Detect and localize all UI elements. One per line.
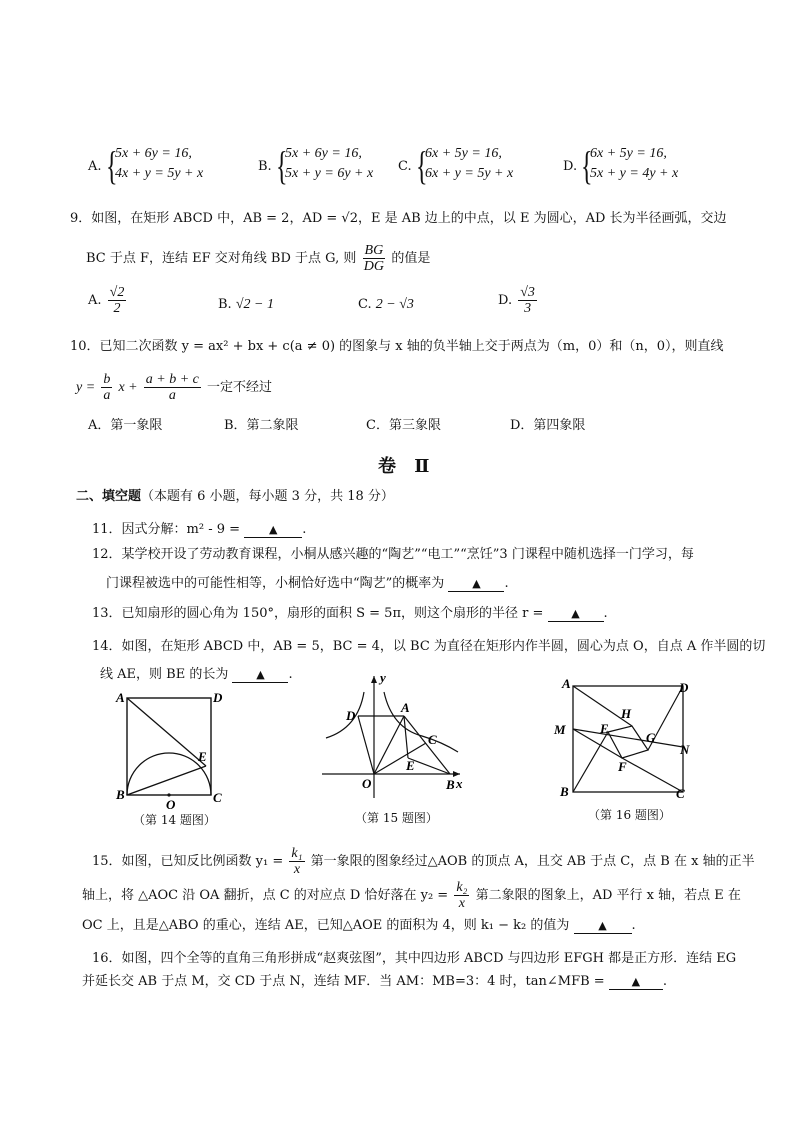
q14-line1: 14．如图，在矩形 ABCD 中，AB = 5，BC = 4，以 BC 为直径在矩形内作半圆，圆心为点 O，自点 A 作半圆的切: [92, 639, 766, 654]
q10-frac2: [144, 372, 201, 403]
label-m: M: [554, 722, 566, 737]
q15-text-tail: 第二象限的图象上，AD 平行 x 轴，若点 E 在: [475, 888, 741, 903]
option-letter: B.: [258, 159, 272, 174]
q15-frac-k2: [454, 880, 469, 911]
label-c: C: [428, 732, 437, 747]
brace: {: [416, 143, 428, 188]
section-title: 卷 Ⅱ: [378, 456, 436, 477]
q13-post: .: [603, 606, 608, 621]
equation: 6x + 5y = 16,: [590, 146, 667, 161]
label-d: D: [213, 690, 223, 705]
q15-text: OC 上，且是△ABO 的重心，连结 AE，已知△AOE 的面积为 4，则 k₁ − k₂ 的值为: [82, 918, 570, 933]
option-fraction: [108, 285, 127, 316]
label-e: E: [600, 721, 609, 736]
q10-option-c: C．第三象限: [366, 418, 441, 433]
frac-den: x: [293, 862, 301, 877]
segment-be: [127, 766, 206, 795]
segment-od: [358, 716, 374, 774]
equation: 5x + 6y = 16,: [115, 146, 192, 161]
q10-option-d: D．第四象限: [510, 418, 586, 433]
q15-post: .: [631, 918, 636, 933]
q9-option-c: [358, 296, 414, 314]
label-f: F: [618, 759, 627, 774]
q10-option-a: A．第一象限: [88, 418, 163, 433]
rectangle-abcd: [127, 698, 211, 795]
q15-frac-k1: [289, 846, 304, 877]
q9-frac-num: BG: [364, 243, 384, 258]
frac-num: √3: [520, 285, 535, 300]
caption-16: （第 16 题图）: [588, 808, 671, 822]
label-b: B: [446, 777, 455, 792]
q13: [92, 605, 608, 623]
q9-option-b: [218, 296, 274, 314]
label-c: C: [676, 786, 685, 801]
label-d: D: [346, 708, 356, 723]
frac-den: a: [103, 388, 111, 403]
option-text: 2 − √3: [375, 297, 414, 312]
q11: [92, 521, 306, 539]
q14-text: 线 AE，则 BE 的长为: [100, 667, 229, 682]
q14-answer-blank[interactable]: ▲: [232, 668, 288, 683]
q10-frac1: [101, 372, 112, 403]
q12-post: .: [504, 576, 509, 591]
option-letter: C.: [398, 159, 412, 174]
label-g: G: [646, 730, 656, 745]
q16-line2: [82, 973, 667, 991]
q16-line1: 16．如图，四个全等的直角三角形拼成“赵爽弦图”，其中四边形 ABCD 与四边形 EFGH 都是正方形．连结 EG: [92, 951, 737, 966]
label-x: x: [456, 776, 463, 791]
frac-den: 3: [524, 301, 532, 316]
q15-line3: [82, 917, 636, 935]
label-n: N: [680, 742, 690, 757]
q16-answer-blank[interactable]: ▲: [609, 975, 663, 990]
frac-num: a + b + c: [145, 372, 199, 387]
label-a: A: [116, 690, 125, 705]
q16-post: .: [662, 974, 667, 989]
figure-16: [552, 674, 704, 802]
label-a: A: [562, 676, 571, 691]
label-o: O: [166, 797, 176, 810]
q10-line2: [76, 372, 272, 403]
q15-answer-blank[interactable]: ▲: [574, 919, 632, 934]
segment-ae: [404, 716, 408, 758]
frac-den: 2: [113, 301, 121, 316]
frac-num: k₂: [456, 880, 468, 895]
option-letter: D.: [563, 159, 578, 174]
frac-den: a: [168, 388, 176, 403]
figure-14: [108, 688, 228, 810]
q10-tail: 一定不经过: [207, 380, 273, 395]
q15-text-tail: 第一象限的图象经过△AOB 的顶点 A，且交 AB 于点 C，点 B 在 x 轴的正半: [310, 854, 755, 869]
q12-line2: [106, 575, 509, 593]
q15-text: 轴上，将 △AOC 沿 OA 翻折，点 C 的对应点 D 恰好落在 y₂ =: [82, 888, 449, 903]
label-c: C: [213, 790, 222, 805]
q12-text: 门课程被选中的可能性相等，小桐恰好选中“陶艺”的概率为: [106, 576, 445, 591]
q16-text: 并延长交 AB 于点 M，交 CD 于点 N，连结 MF．当 AM：MB=3：4 时，tan∠MFB =: [82, 974, 605, 989]
label-o: O: [362, 776, 372, 791]
q14-post: .: [288, 667, 293, 682]
caption-14: （第 14 题图）: [133, 813, 216, 827]
line-be: [573, 732, 608, 792]
q11-text: 11．因式分解：m² - 9 =: [92, 522, 241, 537]
q9-line2-text: BC 于点 F，连结 EF 交对角线 BD 于点 G, 则: [86, 251, 357, 266]
q9-fraction: [363, 243, 386, 274]
option-letter: B.: [218, 297, 232, 312]
q15-line2: [82, 880, 741, 911]
q9-option-d: [498, 285, 539, 316]
label-b: B: [116, 787, 125, 802]
option-fraction: [518, 285, 537, 316]
option-text: √2 − 1: [235, 297, 274, 312]
section2-heading: 二、填空题: [76, 489, 142, 504]
curve-y2: [326, 692, 364, 738]
y-axis-arrow: [371, 676, 377, 683]
q13-text: 13．已知扇形的圆心角为 150°，扇形的面积 S = 5π，则这个扇形的半径 r =: [92, 606, 544, 621]
equation: 5x + y = 4y + x: [590, 166, 679, 181]
label-b: B: [560, 784, 569, 799]
label-h: H: [621, 706, 632, 721]
q9-line2-tail: 的值是: [391, 251, 431, 266]
q10-option-b: B．第二象限: [224, 418, 299, 433]
q15-line1: [92, 846, 755, 877]
label-y: y: [380, 670, 386, 685]
label-d: D: [679, 680, 689, 695]
figure-15: [318, 670, 466, 805]
label-e: E: [406, 758, 415, 773]
line-mn: [573, 729, 683, 747]
option-letter: A.: [88, 293, 102, 308]
brace: {: [106, 143, 118, 188]
curve-y1: [384, 692, 458, 752]
q13-answer-blank[interactable]: ▲: [548, 607, 604, 622]
q10-line1: 10．已知二次函数 y = ax² + bx + c(a ≠ 0) 的图象与 x 轴的负半轴上交于两点为（m，0）和（n，0），则直线: [70, 339, 724, 354]
brace: {: [581, 143, 593, 188]
equation: 5x + y = 6y + x: [285, 166, 374, 181]
q12-line1: 12．某学校开设了劳动教育课程，小桐从感兴趣的“陶艺”“电工”“烹饪”3 门课程中随机选择一门学习，每: [92, 547, 694, 562]
q11-answer-blank[interactable]: ▲: [244, 523, 302, 538]
option-letter: A.: [88, 159, 102, 174]
q15-text: 15．如图，已知反比例函数 y₁ =: [92, 854, 284, 869]
line-cf: [622, 758, 683, 792]
section2-note: （本题有 6 小题，每小题 3 分，共 18 分）: [141, 489, 394, 504]
tangent-ae: [127, 698, 206, 766]
frac-den: x: [458, 896, 465, 911]
q10-y-eq: y =: [76, 380, 96, 395]
equation: 5x + 6y = 16,: [285, 146, 362, 161]
equation: 4x + y = 5y + x: [115, 166, 204, 181]
frac-num: √2: [109, 285, 125, 300]
q9-line1: 9．如图，在矩形 ABCD 中，AB = 2，AD = √2，E 是 AB 边上的中点，以 E 为圆心，AD 长为半径画弧，交边: [70, 211, 727, 226]
q9-option-a: [88, 285, 128, 316]
caption-15: （第 15 题图）: [355, 811, 438, 825]
brace: {: [276, 143, 288, 188]
section2-header: [76, 488, 394, 506]
frac-num: b: [103, 372, 111, 387]
q11-post: .: [302, 522, 307, 537]
label-e: E: [198, 749, 207, 764]
q14-line2: [100, 666, 293, 684]
frac-num: k₁: [291, 846, 303, 861]
option-letter: D.: [498, 293, 513, 308]
option-letter: C.: [358, 297, 372, 312]
q9-line2: [86, 243, 430, 274]
label-a: A: [401, 700, 410, 715]
equation: 6x + 5y = 16,: [425, 146, 502, 161]
q9-frac-den: DG: [363, 259, 384, 274]
q10-x-plus: x +: [118, 380, 138, 395]
q12-answer-blank[interactable]: ▲: [448, 577, 504, 592]
equation: 6x + y = 5y + x: [425, 166, 514, 181]
